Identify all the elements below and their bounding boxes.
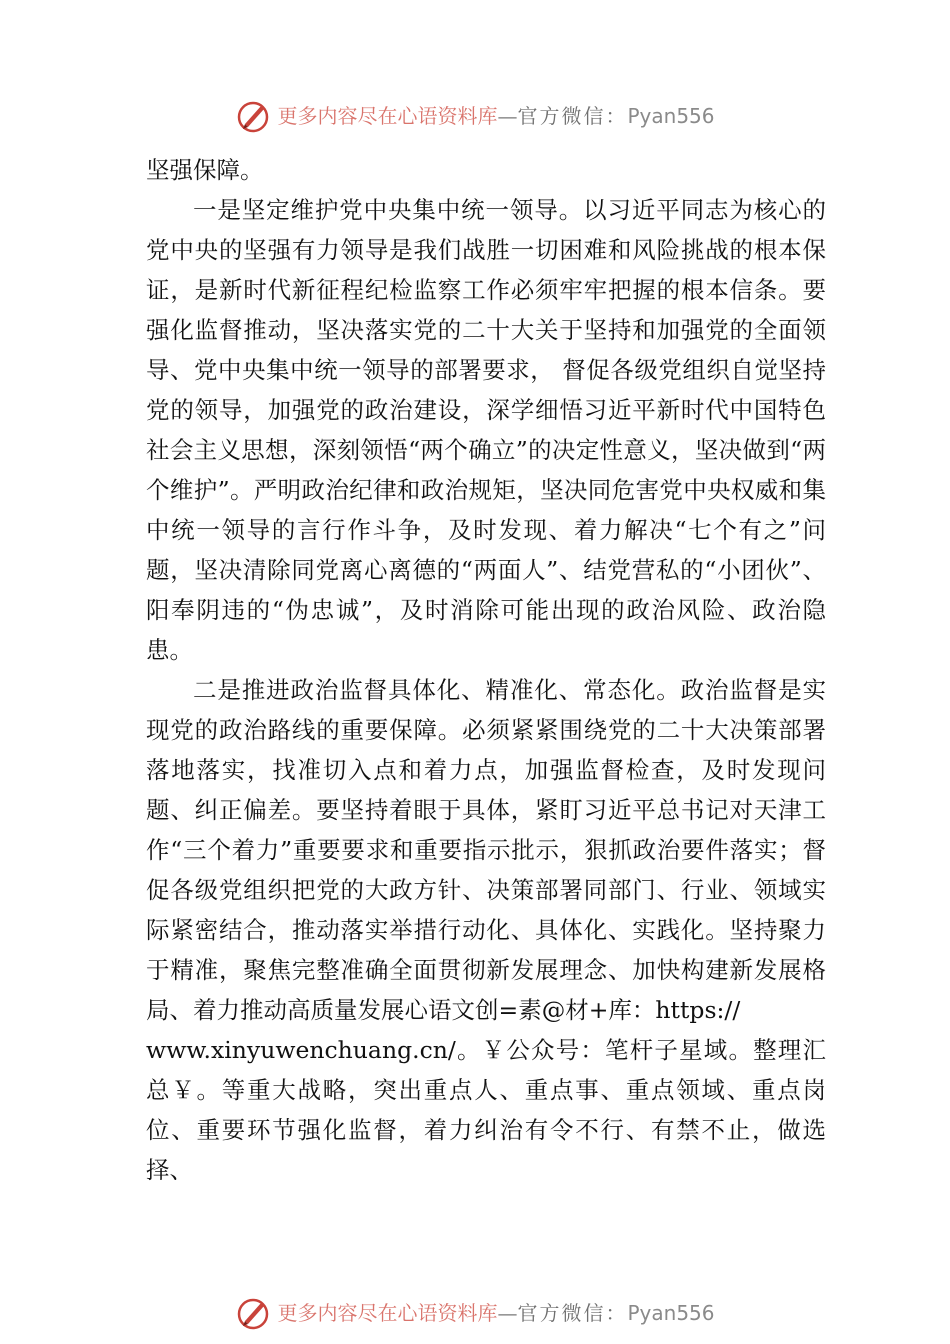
header-wechat-label: 官方微信：	[517, 104, 628, 128]
pen-logo-icon	[235, 98, 271, 134]
paragraph-2: 一是坚定维护党中央集中统一领导。以习近平同志为核心的党中央的坚强有力领导是我们战胜一切困难和风险挑战的根本保证，是新时代新征程纪检监察工作必须牢牢把握的根本信条。要强化监督推动，坚决落实党的二十大关于坚持和加强党的全面领导、党中央集中统一领导的部署要求， 督促各级党组织自觉坚持党的领导，加强党的政治建设，深学细悟习近平新时代中国特色社会主义思想，深刻领悟“两个确立”的决定性意义，坚决做到“两个维护”。严明政治纪律和政治规矩，坚决同危害党中央权威和集中统一领导的言行作斗争，及时发现、着力解决“七个有之”问题，坚决清除同党离心离德的“两面人”、结党营私的“小团伙”、阳奉阴违的“伪忠诚”，及时消除可能出现的政治风险、政治隐患。	[146, 196, 826, 664]
pen-logo-icon	[235, 1295, 271, 1331]
footer-dash: —	[497, 1301, 518, 1325]
footer-banner	[0, 1295, 950, 1331]
paragraph-3: 二是推进政治监督具体化、精准化、常态化。政治监督是实现党的政治路线的重要保障。必须紧紧围绕党的二十大决策部署落地落实，找准切入点和着力点，加强监督检查，及时发现问题、纠正偏差。要坚持着眼于具体，紧盯习近平总书记对天津工作“三个着力”重要要求和重要指示批示，狠抓政治要件落实；督促各级党组织把党的大政方针、决策部署同部门、行业、领域实际紧密结合，推动落实举措行动化、具体化、实践化。坚持聚力于精准，聚焦完整准确全面贯彻新发展理念、加快构建新发展格局、着力推动高质量发展心语文创=素@材+库：https://	[146, 676, 826, 1024]
document-body	[146, 150, 826, 1190]
footer-wechat-id: Pyan556	[627, 1301, 715, 1325]
paragraph-4: www.xinyuwenchuang.cn/。￥公众号：笔杆子星域。整理汇总￥。等重大战略，突出重点人、重点事、重点领域、重点岗位、重要环节强化监督，着力纠治有令不行、有禁不止，做选择、	[146, 1036, 826, 1184]
footer-wechat-label: 官方微信：	[517, 1301, 628, 1325]
footer-library-text: 更多内容尽在心语资料库	[277, 1301, 498, 1325]
header-library-text: 更多内容尽在心语资料库	[277, 104, 498, 128]
paragraph-1: 坚强保障。	[146, 156, 264, 184]
header-dash: —	[497, 104, 518, 128]
header-wechat-id: Pyan556	[627, 104, 715, 128]
header-banner	[0, 98, 950, 134]
